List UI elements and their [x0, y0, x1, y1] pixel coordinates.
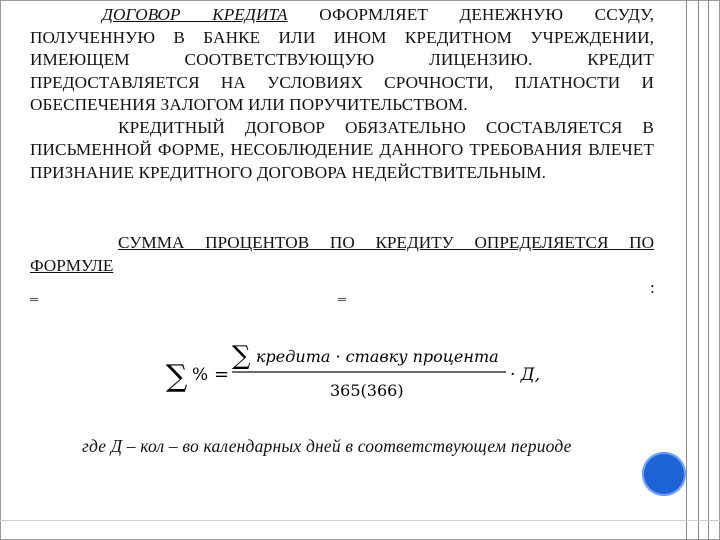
formula-note: где Д – кол – во календарных дней в соответствующем периоде	[82, 436, 572, 456]
colon-mark: :	[650, 278, 655, 297]
frame-rail	[686, 0, 687, 540]
sum-sign: ∑	[232, 341, 251, 371]
sum-sign: ∑	[166, 359, 188, 394]
main-text	[30, 4, 654, 184]
underline-mark: ‗	[338, 284, 346, 301]
decorative-circle	[642, 452, 686, 496]
equals-sign: =	[214, 364, 230, 385]
paragraph-2-text: КРЕДИТНЫЙ ДОГОВОР ОБЯЗАТЕЛЬНО СОСТАВЛЯЕТСЯ В ПИСЬМЕННОЙ ФОРМЕ, НЕСОБЛЮДЕНИЕ ДАННОГО ТРЕБОВАНИЯ ВЛЕЧЕТ ПРИЗНАНИЕ КРЕДИТНОГО ДОГОВОРА НЕДЕЙСТВИТЕЛЬНЫМ.	[30, 117, 654, 182]
term-lead: ДОГОВОР КРЕДИТА	[102, 5, 288, 24]
frame-bottom-line	[0, 520, 720, 521]
multiplier: · Д,	[510, 365, 541, 385]
frame-rail	[698, 0, 699, 540]
percent-sign: %	[192, 365, 209, 385]
interest-formula	[160, 340, 580, 406]
denominator: 365(366)	[330, 381, 404, 400]
numerator: кредита · ставку процента	[256, 347, 499, 366]
paragraph-3-text: СУММА ПРОЦЕНТОВ ПО КРЕДИТУ ОПРЕДЕЛЯЕТСЯ ПО ФОРМУЛЕ	[30, 233, 654, 275]
frame-rail	[708, 0, 709, 540]
paragraph-1-text: ОФОРМЛЯЕТ ДЕНЕЖНУЮ ССУДУ, ПОЛУЧЕННУЮ В БАНКЕ ИЛИ ИНОМ КРЕДИТНОМ УЧРЕЖДЕНИИ, ИМЕЮЩЕМ СООТВЕТСТВУЮЩУЮ ЛИЦЕНЗИЮ. КРЕДИТ ПРЕДОСТАВЛЯЕТСЯ НА УСЛОВИЯХ СРОЧНОСТИ, ПЛАТНОСТИ И ОБЕСПЕЧЕНИЯ ЗАЛОГОМ ИЛИ ПОРУЧИТЕЛЬСТВОМ.	[30, 5, 654, 114]
paragraph-3	[30, 232, 654, 277]
underline-mark: ‗	[30, 284, 38, 301]
paragraph-1	[30, 4, 654, 117]
paragraph-2	[30, 117, 654, 185]
